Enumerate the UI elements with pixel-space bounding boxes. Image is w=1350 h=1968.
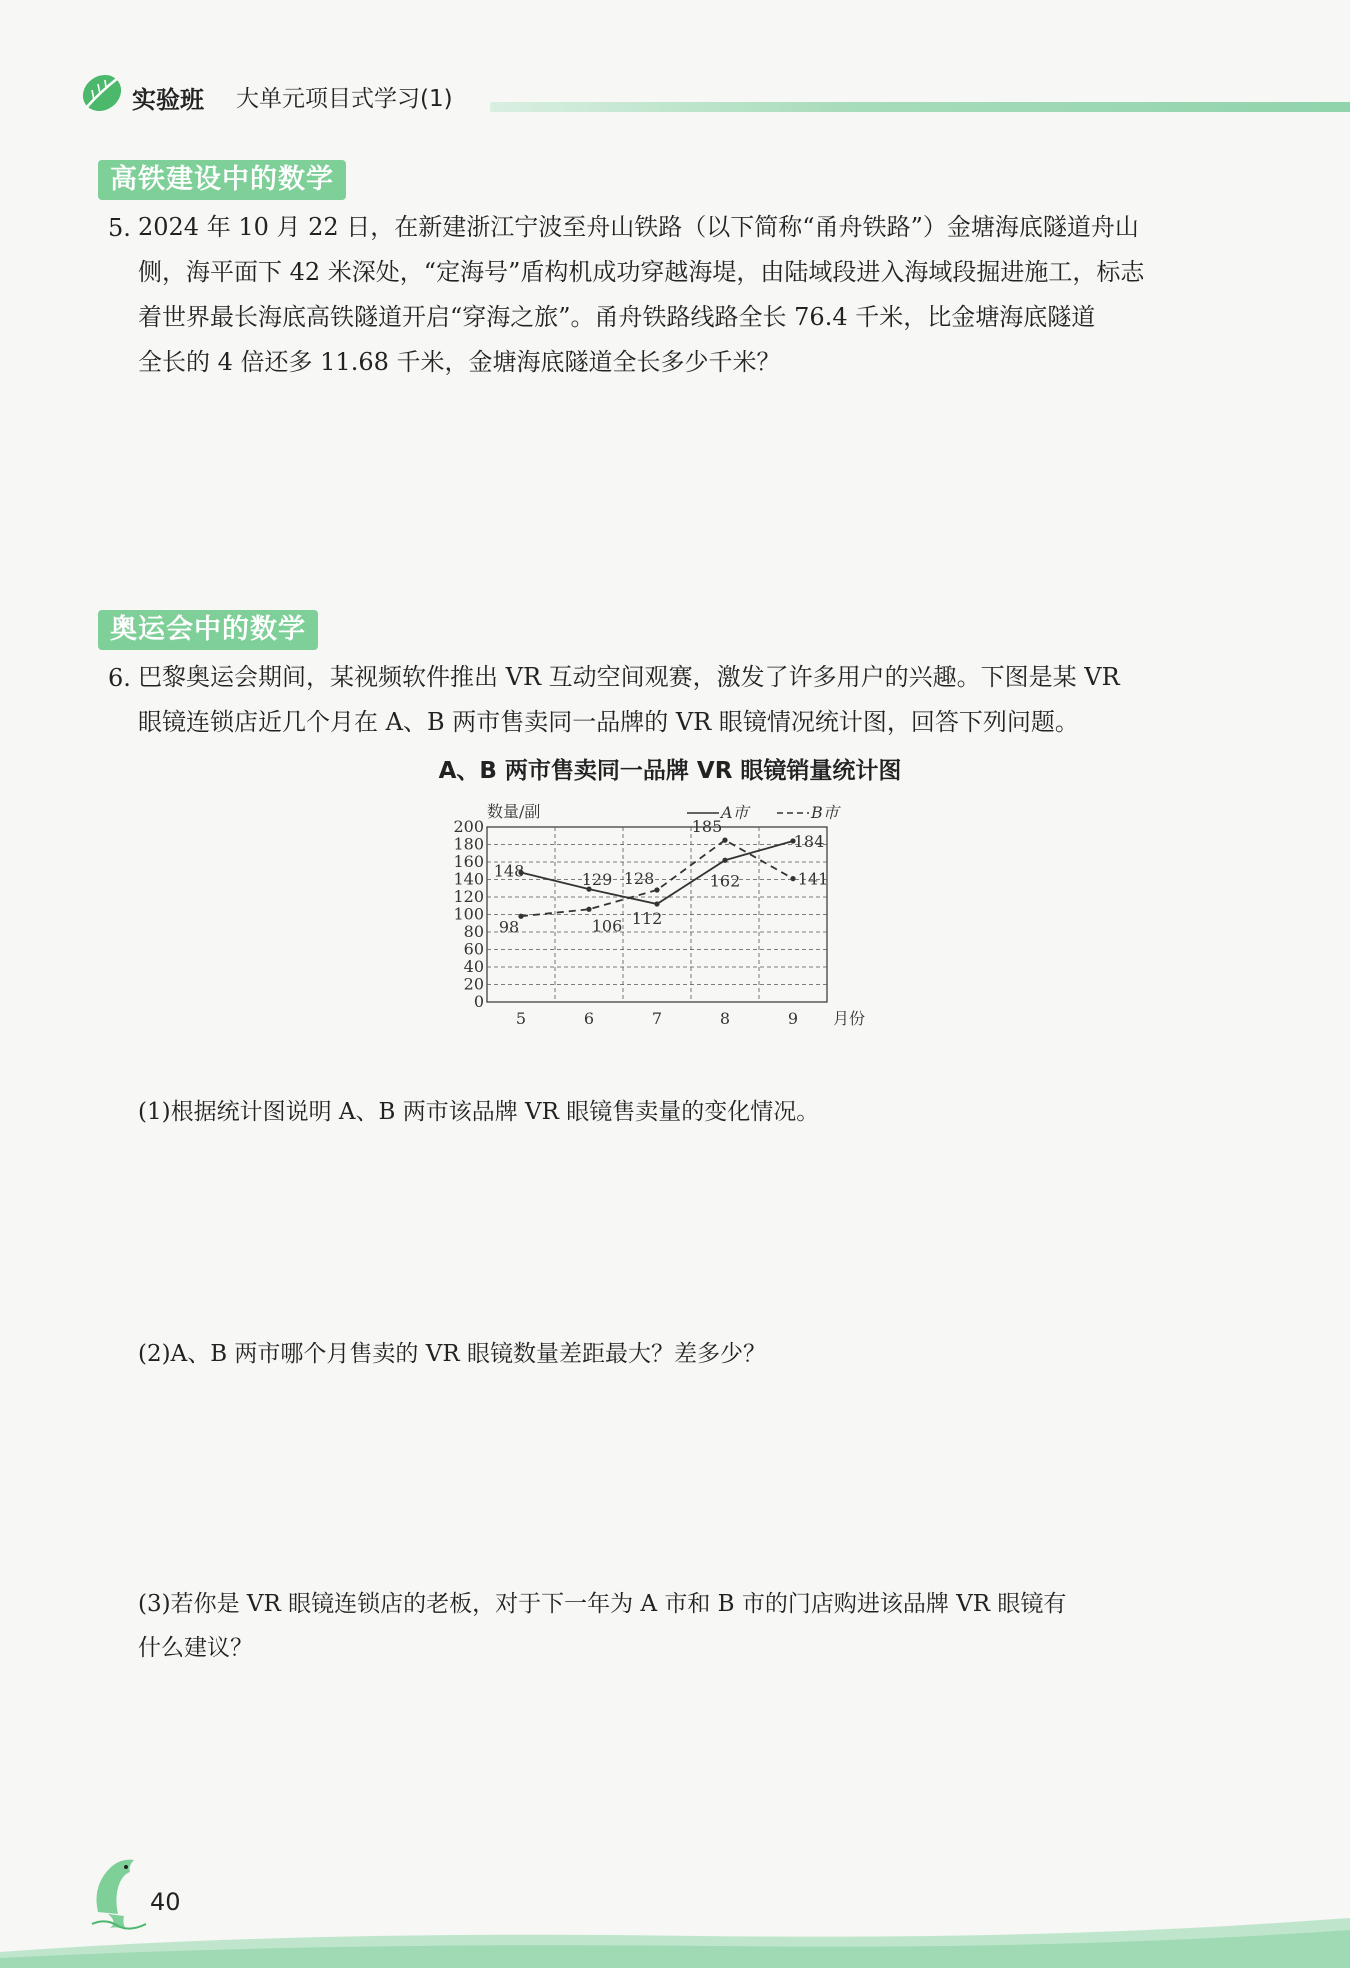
chart-title: A、B 两市售卖同一品牌 VR 眼镜销量统计图 [438, 758, 902, 784]
sub-question-3 [138, 1582, 1066, 1670]
data-label: 141 [797, 869, 829, 889]
data-point [654, 901, 659, 906]
x-tick-label: 7 [651, 1009, 663, 1028]
data-label: 185 [691, 817, 723, 837]
question-line: 着世界最长海底高铁隧道开启“穿海之旅”。甬舟铁路线路全长 76.4 千米，比金塘海底隧道 [138, 303, 1096, 331]
legend-label: B市 [811, 803, 839, 822]
x-tick-label: 8 [719, 1009, 731, 1028]
data-point [722, 838, 727, 843]
footer-wave [0, 1900, 1350, 1968]
data-label: 106 [591, 916, 623, 936]
y-tick-label: 100 [453, 904, 484, 924]
data-point [586, 907, 591, 912]
x-tick-label: 5 [515, 1009, 527, 1028]
data-label: 112 [631, 909, 663, 928]
sub-question-1: (1)根据统计图说明 A、B 两市该品牌 VR 眼镜售卖量的变化情况。 [138, 1099, 820, 1125]
leaf-logo-icon [78, 70, 126, 116]
data-label: 184 [793, 832, 825, 851]
y-tick-label: 20 [463, 974, 484, 994]
section-tag-railway: 高铁建设中的数学 [98, 160, 346, 200]
y-tick-label: 140 [453, 869, 484, 889]
data-point [722, 858, 727, 863]
question-number: 5. [108, 214, 131, 242]
y-tick-label: 200 [453, 817, 484, 836]
series-line [521, 841, 793, 904]
y-tick-label: 160 [453, 852, 484, 871]
page-title: 大单元项目式学习(1) [236, 86, 453, 112]
question-line: (3)若你是 VR 眼镜连锁店的老板，对于下一年为 A 市和 B 市的门店购进该品牌 VR 眼镜有 [138, 1591, 1067, 1617]
section-tag-olympics: 奥运会中的数学 [98, 610, 318, 650]
question-line: 侧，海平面下 42 米深处，“定海号”盾构机成功穿越海堤，由陆域段进入海域段掘进施工，标志 [138, 258, 1145, 286]
sub-question-2: (2)A、B 两市哪个月售卖的 VR 眼镜数量差距最大？差多少？ [138, 1341, 766, 1367]
x-axis-label: 月份 [833, 1009, 866, 1028]
y-tick-label: 80 [463, 922, 484, 941]
y-tick-label: 120 [453, 887, 484, 906]
question-line: 巴黎奥运会期间，某视频软件推出 VR 互动空间观赛，激发了许多用户的兴趣。下图是某 VR [138, 663, 1120, 691]
data-label: 129 [581, 870, 613, 890]
y-tick-label: 180 [453, 834, 484, 854]
data-point [790, 876, 795, 881]
brand-label: 实验班 [132, 86, 204, 114]
data-label: 98 [498, 917, 520, 937]
question-5-text [138, 205, 1144, 385]
question-line: 眼镜连锁店近几个月在 A、B 两市售卖同一品牌的 VR 眼镜情况统计图，回答下列问题。 [138, 708, 1079, 736]
legend-label: A市 [721, 803, 749, 822]
data-point [654, 887, 659, 892]
sales-line-chart [430, 790, 970, 1090]
data-label: 128 [623, 869, 655, 888]
x-tick-label: 6 [583, 1009, 595, 1028]
y-tick-label: 60 [463, 939, 484, 959]
data-label: 162 [709, 871, 741, 891]
question-6-text [138, 655, 1120, 745]
data-label: 148 [493, 861, 525, 881]
header-rule [490, 102, 1350, 112]
question-line: 什么建议？ [138, 1635, 253, 1661]
question-line: 2024 年 10 月 22 日，在新建浙江宁波至舟山铁路（以下简称“甬舟铁路”）金塘海底隧道舟山 [138, 213, 1139, 241]
page-number: 40 [150, 1888, 181, 1916]
question-line: 全长的 4 倍还多 11.68 千米，金塘海底隧道全长多少千米？ [138, 348, 781, 376]
dolphin-icon [88, 1852, 150, 1932]
y-tick-label: 0 [473, 992, 484, 1011]
y-tick-label: 40 [463, 957, 484, 976]
y-axis-label: 数量/副 [487, 802, 541, 821]
page-header [78, 70, 1308, 120]
question-number: 6. [108, 664, 131, 692]
x-tick-label: 9 [787, 1009, 799, 1028]
